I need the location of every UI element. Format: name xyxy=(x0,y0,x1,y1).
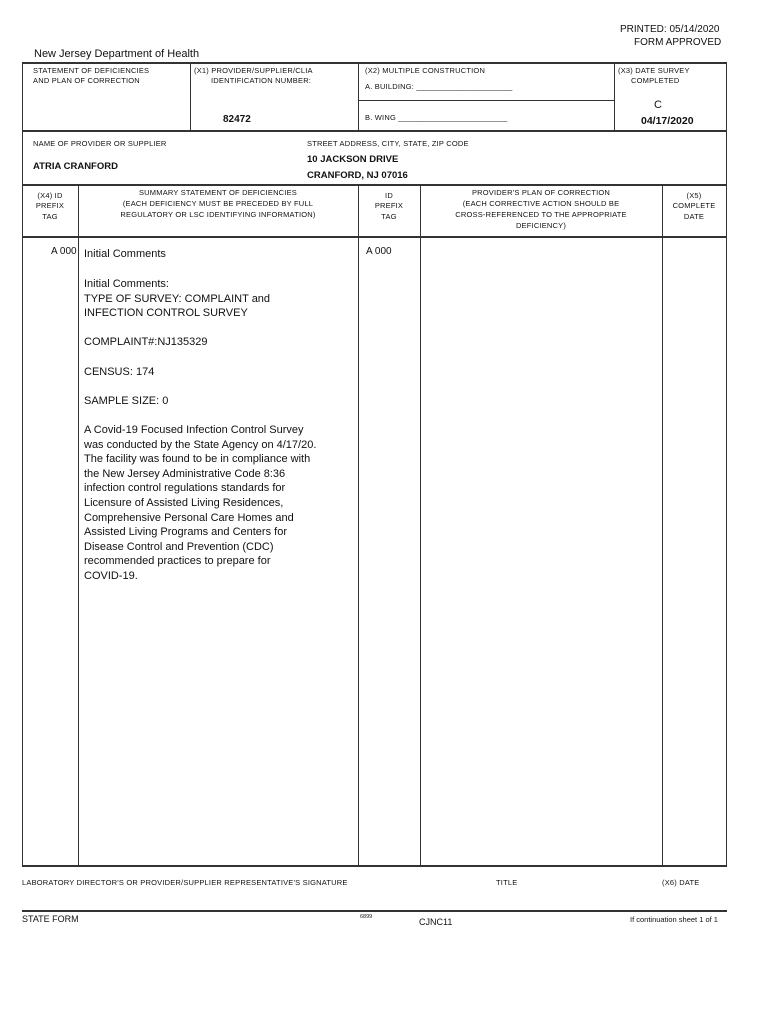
x5-header: (X5) xyxy=(686,191,702,200)
provider-name: ATRIA CRANFORD xyxy=(33,161,118,172)
entry-heading: Initial Comments xyxy=(84,248,166,260)
column-divider xyxy=(78,184,79,866)
bottom-border xyxy=(22,865,727,867)
continuation-label: If continuation sheet 1 of 1 xyxy=(630,915,718,924)
signature-label: LABORATORY DIRECTOR'S OR PROVIDER/SUPPLIER REPRESENTATIVE'S SIGNATURE xyxy=(22,878,348,887)
right-border xyxy=(726,62,727,866)
agency-name: New Jersey Department of Health xyxy=(34,48,200,60)
plan-header: CROSS-REFERENCED TO THE APPROPRIATE xyxy=(455,210,627,219)
summary-header: (EACH DEFICIENCY MUST BE PRECEDED BY FULL xyxy=(122,199,314,208)
divider xyxy=(358,62,359,130)
form-code: CJNC11 xyxy=(419,917,453,927)
id-header: PREFIX xyxy=(374,201,404,210)
title-label: TITLE xyxy=(496,878,518,887)
divider xyxy=(22,236,727,238)
id-header: TAG xyxy=(381,212,397,221)
divider xyxy=(190,62,191,130)
survey-code: C xyxy=(654,99,662,111)
statement-label: AND PLAN OF CORRECTION xyxy=(33,76,140,85)
column-divider xyxy=(358,184,359,866)
column-divider xyxy=(420,184,421,866)
survey-date: 04/17/2020 xyxy=(641,115,694,127)
city-state-zip: CRANFORD, NJ 07016 xyxy=(307,170,408,181)
signature-line xyxy=(22,910,727,912)
prefix-tag-left: A 000 xyxy=(51,246,77,257)
x5-header: DATE xyxy=(683,212,705,221)
summary-header: REGULATORY OR LSC IDENTIFYING INFORMATION) xyxy=(120,210,316,219)
building-field: A. BUILDING: ______________________ xyxy=(365,82,513,91)
printed-date: PRINTED: 05/14/2020 xyxy=(620,24,720,35)
form-approved: FORM APPROVED xyxy=(634,37,722,48)
x3-label: COMPLETED xyxy=(631,76,680,85)
x3-label: (X3) DATE SURVEY xyxy=(618,66,690,75)
left-border xyxy=(22,62,23,866)
provider-name-label: NAME OF PROVIDER OR SUPPLIER xyxy=(33,139,167,148)
x1-label: IDENTIFICATION NUMBER: xyxy=(211,76,312,85)
x2-label: (X2) MULTIPLE CONSTRUCTION xyxy=(365,66,486,75)
x4-header: TAG xyxy=(42,212,58,221)
plan-header: PROVIDER'S PLAN OF CORRECTION xyxy=(471,188,611,197)
summary-header: SUMMARY STATEMENT OF DEFICIENCIES xyxy=(138,188,297,197)
x1-label: (X1) PROVIDER/SUPPLIER/CLIA xyxy=(194,66,313,75)
x4-header: (X4) ID xyxy=(37,191,63,200)
divider xyxy=(22,130,727,132)
plan-header: (EACH CORRECTIVE ACTION SHOULD BE xyxy=(462,199,620,208)
divider xyxy=(614,62,615,130)
street-address: 10 JACKSON DRIVE xyxy=(307,154,399,165)
top-border xyxy=(22,62,727,64)
divider xyxy=(22,184,727,186)
column-divider xyxy=(662,184,663,866)
address-label: STREET ADDRESS, CITY, STATE, ZIP CODE xyxy=(307,139,469,148)
x4-header: PREFIX xyxy=(35,201,65,210)
x5-header: COMPLETE xyxy=(672,201,716,210)
state-form-label: STATE FORM xyxy=(22,914,79,924)
divider xyxy=(358,100,614,101)
date-label: (X6) DATE xyxy=(662,878,700,887)
wing-field: B. WING _________________________ xyxy=(365,113,508,122)
provider-id: 82472 xyxy=(223,114,251,125)
plan-header: DEFICIENCY) xyxy=(515,221,567,230)
id-header: ID xyxy=(385,191,393,200)
statement-label: STATEMENT OF DEFICIENCIES xyxy=(33,66,150,75)
entry-body: Initial Comments: TYPE OF SURVEY: COMPLAINT and INFECTION CONTROL SURVEY COMPLAINT#:NJ135329 CENSUS: 174 SAMPLE SIZE: 0 A Covid-19 Focused Infection Control Survey was conducted by the State Agency on 4/17/20. The facility was found to be in compliance with the New Jersey Administrative Code 8:36 infection control regulations standards for Licensure of Assisted Living Residences, Comprehensive Personal Care Homes and Assisted Living Programs and Centers for Disease Control and Prevention (CDC) recommended practices to prepare for COVID-19. xyxy=(84,278,317,582)
prefix-tag-right: A 000 xyxy=(366,246,392,257)
form-number: 6899 xyxy=(360,914,373,920)
